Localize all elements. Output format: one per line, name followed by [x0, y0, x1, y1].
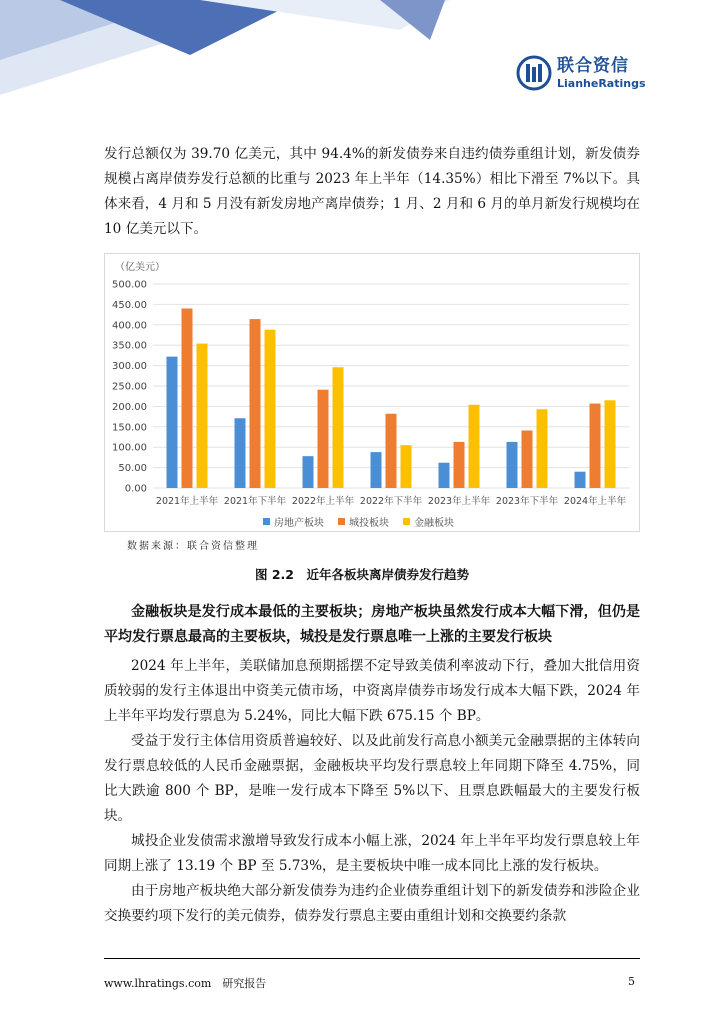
bar-3-7: [605, 400, 616, 488]
figure-caption: 图 2.2 近年各板块离岸债券发行趋势: [255, 567, 469, 582]
bar-3-1: [197, 344, 208, 488]
paragraph-1: 发行总额仅为 39.70 亿美元，其中 94.4%的新发债券来自违约债券重组计划，新发债券规模占离岸债券发行总额的比重与 2023 年上半年（14.35%）相比下滑至 7%以下。具体来看，4 月和 5 月没有新发房地产离岸债券；1 月、2 月和 6 月的单月新发行规模均在 10 亿美元以下。: [104, 146, 640, 237]
y-tick-label: 0.00: [124, 483, 147, 495]
paragraph-3: 受益于发行主体信用资质普遍较好、以及此前发行高息小额美元金融票据的主体转向发行票息较低的人民币金融票据，金融板块平均发行票息较上年同期下降至 4.75%，同比大跌逾 800 个 BP，是唯一发行成本下降至 5%以下、且票息跌幅最大的主要发行板块。: [104, 733, 640, 824]
y-tick-label: 200.00: [112, 401, 147, 413]
y-unit-label: （亿美元）: [115, 262, 165, 273]
chart-frame: [104, 253, 640, 532]
legend-label: 城投板块: [349, 518, 389, 529]
bar-2-6: [522, 430, 533, 488]
logo-cn-text: 联合资信: [557, 55, 629, 76]
x-tick-label: 2021年上半年: [155, 496, 219, 507]
footer-divider: [104, 958, 640, 959]
chart-legend: [263, 514, 483, 529]
bar-1-3: [303, 456, 314, 488]
logo-en-text: LianheRatings: [557, 76, 646, 90]
legend-item: [338, 514, 389, 529]
x-tick-label: 2023年下半年: [495, 496, 559, 507]
y-tick-label: 300.00: [112, 361, 147, 373]
legend-swatch: [338, 518, 345, 525]
bar-3-3: [333, 367, 344, 488]
bar-2-7: [590, 404, 601, 488]
bar-1-4: [371, 452, 382, 488]
legend-swatch: [263, 518, 270, 525]
y-tick-label: 50.00: [118, 463, 147, 475]
bar-2-5: [454, 442, 465, 488]
y-tick-label: 100.00: [112, 442, 147, 454]
bar-1-7: [575, 472, 586, 488]
footer-website: www.lhratings.com 研究报告: [104, 977, 267, 990]
paragraph-5: 由于房地产板块绝大部分新发债券为违约企业债券重组计划下的新发债券和涉险企业交换要约项下发行的美元债券，债券发行票息主要由重组计划和交换要约条款: [104, 883, 640, 924]
bar-1-5: [439, 463, 450, 488]
y-tick-label: 250.00: [112, 381, 147, 393]
x-tick-label: 2022年下半年: [359, 496, 423, 507]
bar-1-2: [235, 418, 246, 488]
section-heading: 金融板块是发行成本最低的主要板块；房地产板块虽然发行成本大幅下滑，但仍是平均发行票息最高的主要板块，城投是发行票息唯一上涨的主要发行板块: [104, 604, 640, 645]
legend-label: 金融板块: [414, 518, 454, 529]
y-tick-label: 500.00: [112, 279, 147, 291]
paragraph-4: 城投企业发债需求激增导致发行成本小幅上涨，2024 年上半年平均发行票息较上年同期上涨了 13.19 个 BP 至 5.73%，是主要板块中唯一成本同比上涨的发行板块。: [104, 833, 640, 874]
bar-3-2: [265, 330, 276, 488]
bar-2-2: [250, 319, 261, 488]
figure-source: 数据来源：联合资信整理: [127, 541, 259, 552]
x-tick-label: 2023年上半年: [427, 496, 491, 507]
x-tick-label: 2021年下半年: [223, 496, 287, 507]
lianhe-logo-icon: [516, 55, 552, 91]
bar-3-4: [401, 445, 412, 488]
y-tick-label: 450.00: [112, 299, 147, 311]
y-tick-label: 400.00: [112, 320, 147, 332]
legend-swatch: [403, 518, 410, 525]
legend-item: [263, 514, 324, 529]
legend-item: [403, 514, 454, 529]
x-tick-label: 2022年上半年: [291, 496, 355, 507]
y-tick-label: 350.00: [112, 340, 147, 352]
company-logo: [516, 55, 646, 91]
bar-1-6: [507, 442, 518, 488]
bar-3-6: [537, 409, 548, 488]
bar-1-1: [167, 357, 178, 488]
x-tick-label: 2024年上半年: [563, 496, 627, 507]
bar-2-3: [318, 390, 329, 488]
bar-2-4: [386, 414, 397, 488]
legend-label: 房地产板块: [274, 518, 324, 529]
page-number: 5: [628, 975, 635, 988]
bar-chart: [105, 254, 639, 531]
paragraph-2: 2024 年上半年，美联储加息预期摇摆不定导致美债利率波动下行，叠加大批信用资质较弱的发行主体退出中资美元债市场，中资离岸债券市场发行成本大幅下跌，2024 年上半年平均发行票息为 5.24%，同比大幅下跌 675.15 个 BP。: [104, 658, 640, 724]
bar-2-1: [182, 308, 193, 488]
y-tick-label: 150.00: [112, 422, 147, 434]
bar-3-5: [469, 405, 480, 488]
